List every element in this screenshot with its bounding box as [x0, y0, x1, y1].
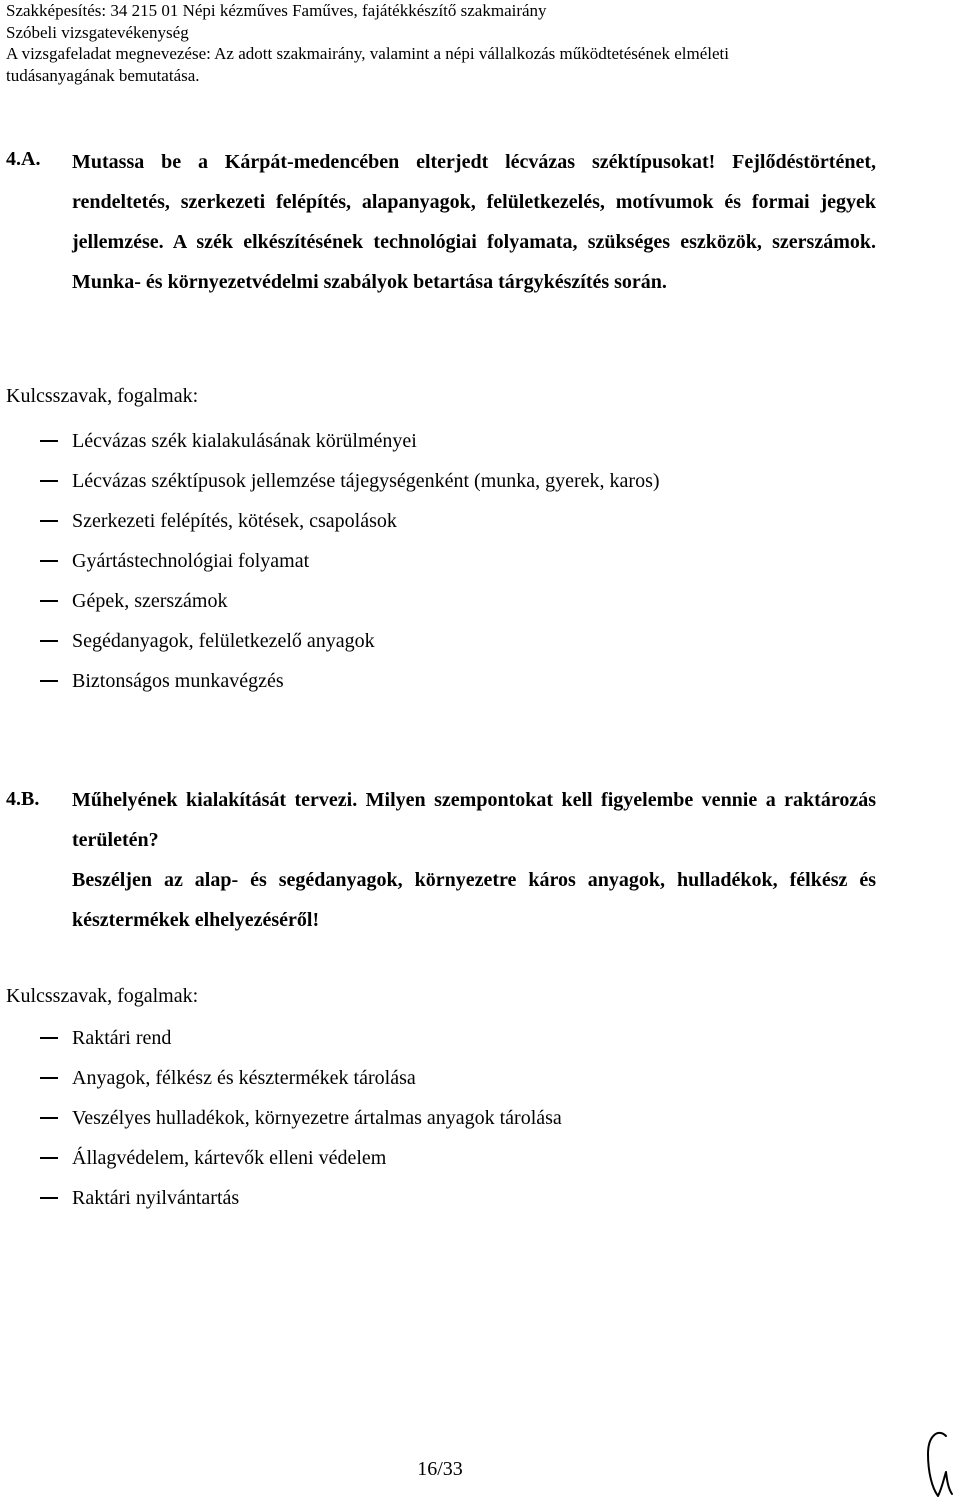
dash-bullet-icon: [40, 640, 58, 642]
list-item: Gépek, szerszámok: [40, 588, 660, 628]
task-a-keyword-list: [40, 428, 660, 708]
dash-bullet-icon: [40, 1037, 58, 1039]
list-item: Szerkezeti felépítés, kötések, csapolások: [40, 508, 660, 548]
dash-bullet-icon: [40, 1197, 58, 1199]
task-b-instruction: Beszéljen az alap- és segédanyagok, környezetre káros anyagok, hulladékok, félkész és késztermékek elhelyezéséről!: [72, 869, 876, 931]
list-item: Raktári rend: [40, 1025, 562, 1065]
header-exam-type: Szóbeli vizsgatevékenység: [6, 22, 189, 42]
dash-bullet-icon: [40, 1077, 58, 1079]
task-b-question: Műhelyének kialakítását tervezi. Milyen szempontokat kell figyelembe vennie a raktározás területén?: [72, 789, 876, 851]
task-b-keyword-list: [40, 1025, 562, 1225]
task-a-text: Mutassa be a Kárpát-medencében elterjedt lécvázas széktípusokat! Fejlődéstörténet, rendeltetés, szerkezeti felépítés, alapanyagok, felületkezelés, motívumok és formai jegyek jellemzése. A szék elkészítésének technológiai folyamata, szükséges eszközök, szerszámok. Munka- és környezetvédelmi szabályok betartása tárgykészítés során.: [72, 151, 876, 293]
dash-bullet-icon: [40, 1157, 58, 1159]
list-item: Veszélyes hulladékok, környezetre ártalmas anyagok tárolása: [40, 1105, 562, 1145]
header-qualification: Szakképesítés: 34 215 01 Népi kézműves Faműves, fajátékkészítő szakmairány: [6, 1, 547, 20]
dash-bullet-icon: [40, 560, 58, 562]
task-a-keywords-label: Kulcsszavak, fogalmak:: [6, 385, 199, 407]
task-b-text: [72, 780, 876, 940]
list-item: Anyagok, félkész és késztermékek tárolása: [40, 1065, 562, 1105]
task-b-code: 4.B.: [6, 788, 40, 810]
page-header: [6, 0, 956, 86]
header-task-name: A vizsgafeladat megnevezése: Az adott szakmairány, valamint a népi vállalkozás működtetésének elméleti: [6, 44, 730, 63]
dash-bullet-icon: [40, 1117, 58, 1119]
dash-bullet-icon: [40, 440, 58, 442]
list-item: Biztonságos munkavégzés: [40, 668, 660, 708]
header-task-name-continued: tudásanyagának bemutatása.: [6, 65, 200, 85]
dash-bullet-icon: [40, 680, 58, 682]
task-a-code: 4.A.: [6, 148, 41, 170]
list-item: Segédanyagok, felületkezelő anyagok: [40, 628, 660, 668]
dash-bullet-icon: [40, 520, 58, 522]
task-b-keywords-label: Kulcsszavak, fogalmak:: [6, 985, 199, 1007]
list-item: Raktári nyilvántartás: [40, 1185, 562, 1225]
dash-bullet-icon: [40, 480, 58, 482]
list-item: Lécvázas szék kialakulásának körülményei: [40, 428, 660, 468]
list-item: Állagvédelem, kártevők elleni védelem: [40, 1145, 562, 1185]
list-item: Gyártástechnológiai folyamat: [40, 548, 660, 588]
signature-icon: [922, 1426, 956, 1500]
dash-bullet-icon: [40, 600, 58, 602]
page-number: 16/33: [417, 1458, 463, 1480]
list-item: Lécvázas széktípusok jellemzése tájegységenként (munka, gyerek, karos): [40, 468, 660, 508]
